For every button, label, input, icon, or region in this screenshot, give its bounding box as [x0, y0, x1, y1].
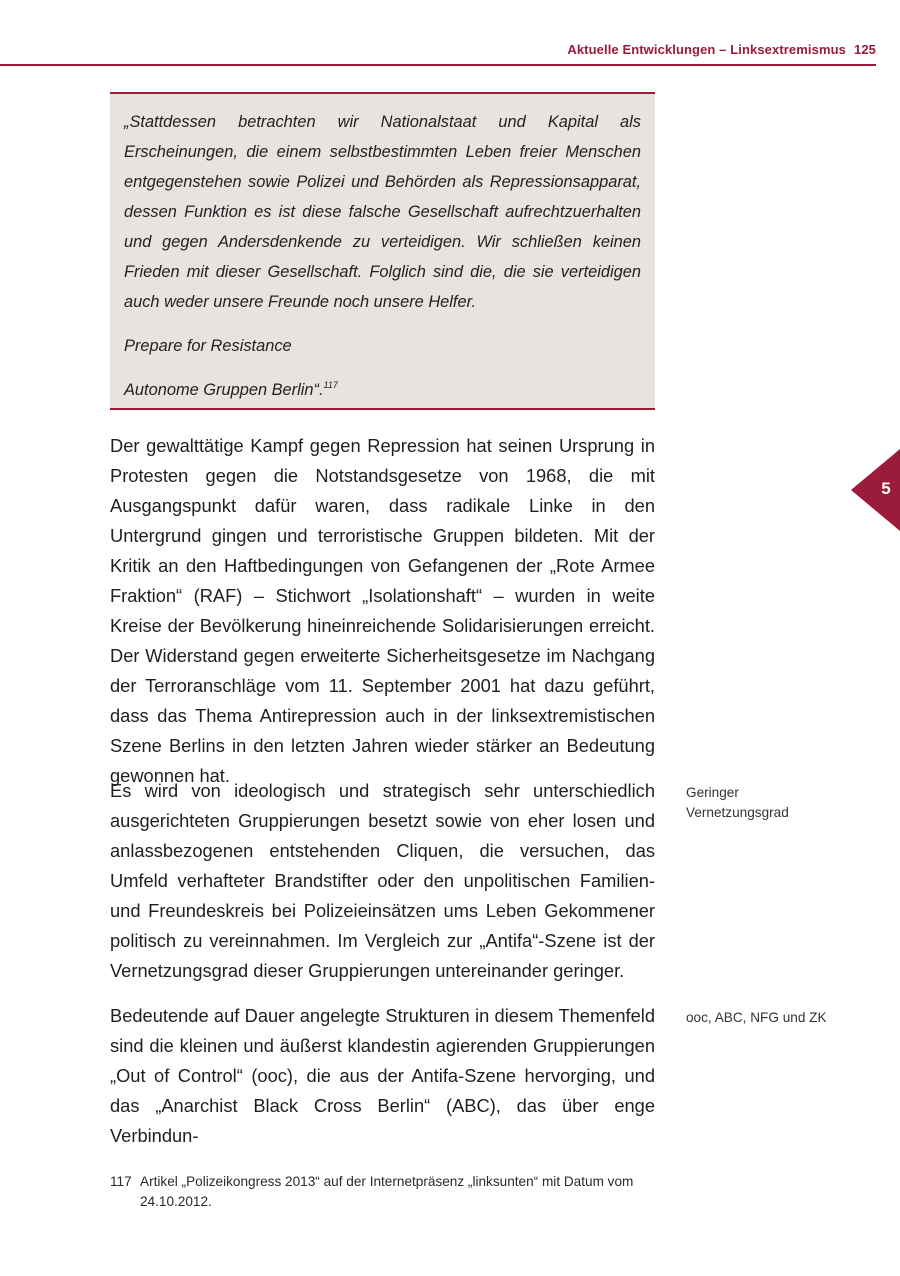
quote-box	[110, 92, 655, 410]
quote-paragraph: „Stattdessen betrachten wir Nationalstaat und Kapital als Erscheinungen, die einem selbstbestimmten Leben freier Menschen entgegenstehen sowie Polizei und Behörden als Repressionsapparat, dessen Funktion es ist diese falsche Gesellschaft aufrechtzuerhalten und gegen Andersdenkende zu verteidigen. Wir schließen keinen Frieden mit dieser Gesellschaft. Folglich sind die, die sie verteidigen auch weder unsere Freunde noch unsere Helfer.	[124, 113, 641, 311]
body-paragraph-2: Es wird von ideologisch und strategisch sehr unterschiedlich ausgerichteten Gruppierungen besetzt sowie von eher losen und anlassbezogenen entstehenden Cliquen, die versuchen, das Umfeld verhafteter Brandstifter oder den unpolitischen Familien- und Freundeskreis bei Polizeieinsätzen ums Leben Gekommener politisch zu vereinnahmen. Im Vergleich zur „Antifa“-Szene ist der Vernetzungsgrad dieser Gruppierungen untereinander geringer.	[110, 780, 655, 981]
footnote-text: Artikel „Polizeikongress 2013“ auf der Internetpräsenz „linksunten“ mit Datum vom 24.10.2012.	[140, 1174, 634, 1209]
page-number: 125	[854, 42, 876, 57]
quote-signature-text: Autonome Gruppen Berlin“.	[124, 381, 324, 399]
margin-note-groups: ooc, ABC, NFG und ZK	[686, 1010, 827, 1025]
header-title: Aktuelle Entwicklungen – Linksextremismus	[567, 42, 846, 57]
margin-note-1-line-2: Vernetzungsgrad	[686, 805, 789, 820]
chapter-tab-marker	[851, 449, 900, 531]
footnote-reference[interactable]: 117	[323, 379, 338, 390]
footnote	[110, 1172, 655, 1212]
body-paragraph-3: Bedeutende auf Dauer angelegte Strukturen in diesem Themenfeld sind die kleinen und äußerst klandestin agierenden Gruppierungen „Out of Control“ (ooc), die aus der Antifa-Szene hervorging, und das „Anarchist Black Cross Berlin“ (ABC), das über enge Verbindun-	[110, 1005, 655, 1146]
body-paragraph-1: Der gewalttätige Kampf gegen Repression hat seinen Ursprung in Protesten gegen die Notstandsgesetze von 1968, die mit Ausgangspunkt dafür waren, dass radikale Linke in den Untergrund gingen und terroristische Gruppen bildeten. Mit der Kritik an den Haftbedingungen von Gefangenen der „Rote Armee Fraktion“ (RAF) – Stichwort „Isolationshaft“ – wurden in weite Kreise der Bevölkerung hineinreichende Solidarisierungen erreicht. Der Widerstand gegen erweiterte Sicherheitsgesetze im Nachgang der Terroranschläge vom 11. September 2001 hat dazu geführt, dass das Thema Antirepression auch in der linksextremistischen Szene Berlins in den letzten Jahren wieder stärker an Bedeutung gewonnen hat.	[110, 435, 655, 786]
quote-signature	[124, 375, 641, 405]
running-header-text	[567, 42, 876, 57]
margin-note-1-line-1: Geringer	[686, 785, 739, 800]
chapter-number: 5	[881, 479, 891, 498]
footnote-number: 117	[110, 1174, 132, 1189]
running-header	[0, 36, 876, 66]
quote-line-resistance: Prepare for Resistance	[124, 337, 292, 355]
margin-note-vernetzungsgrad	[686, 783, 856, 823]
